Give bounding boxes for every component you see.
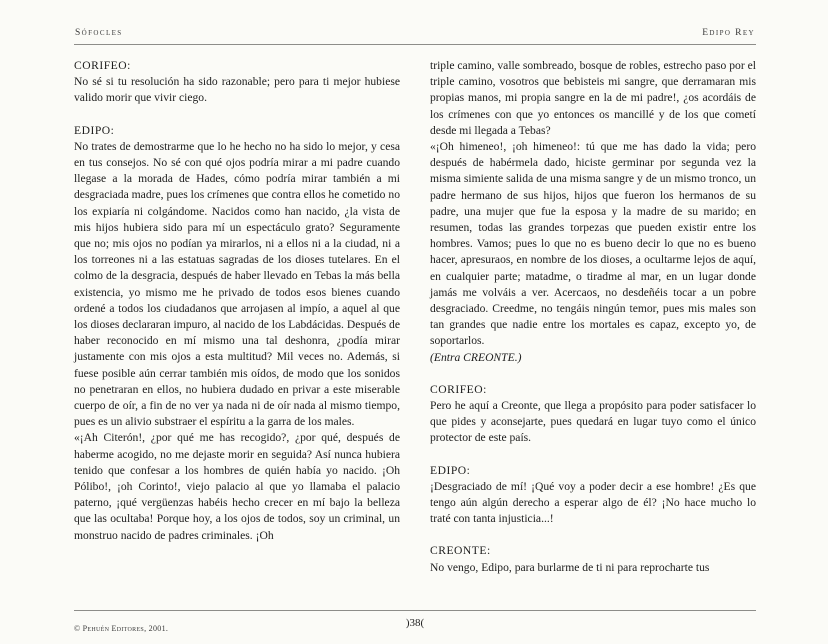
left-column xyxy=(74,58,400,576)
dialogue-paragraph: «¡Ah Citerón!, ¿por qué me has recogido?, ¿por qué, después de haberme acogido, no me dejaste morir en seguida? Así nunca hubiera tenido que confesar a los hombres de quién había yo nacido. ¡Oh Pólibo!, ¡oh Corinto!, viejo palacio al que yo llamaba el palacio paterno, ¡qué vergüenzas habéis hecho crecer en mí bajo la belleza que las ocultaba! Porque hoy, a los ojos de todos, soy un criminal, un monstruo nacido de padres criminales. ¡Oh xyxy=(74,431,400,542)
dialogue-paragraph: No sé si tu resolución ha sido razonable; pero para ti mejor hubiese valido morir que vivir ciego. xyxy=(74,75,400,105)
dialogue-paragraph: No trates de demostrarme que lo he hecho no ha sido lo mejor, y cesa en tus consejos. No sé con qué ojos podría mirar a mi padre cuando llegase a la morada de Hades, cómo podría mirar también a mi desgraciada madre, pues los crímenes que contra ellos he cometido no los expiaría ni colgándome. Nacidos como han nacido, ¿la vista de mis hijos hubiera sido para mí un espectáculo grato? Seguramente que no; mis ojos no podían ya mirarlos, ni a ellos ni a la ciudad, ni a los torreones ni a las estatuas sagradas de los dioses tutelares. En el colmo de la desgracia, después de haber llevado en Tebas la más bella existencia, yo mismo me he privado de todos esos bienes cuando ordené a todos los ciudadanos que arrojasen al impío, a aquel al que los dioses declararan impuro, al nacido de los Labdácidas. Después de haber reconocido en mí mismo una tal deshonra, ¿podía mirar justamente con mis ojos a esta multitud? Mil veces no. Además, si fuese posible aún cerrar también mis oídos, de modo que los sonidos no penetraran en ellos, no hubiera dudado en privar a este miserable cuerpo de oír, a fin de no ver ya nada ni de oír nada al mismo tiempo, pues es un alivio substraer el espíritu a la garra de los males. xyxy=(74,139,400,429)
dialogue-paragraph: Pero he aquí a Creonte, que llega a propósito para poder satisfacer lo que pides y aconsejarte, pues quedará en lugar tuyo como el único protector de este país. xyxy=(430,399,756,445)
stage-direction: (Entra CREONTE.) xyxy=(430,350,522,364)
page-footer xyxy=(74,610,756,632)
speaker-label: EDIPO: xyxy=(74,123,115,137)
speaker-label: EDIPO: xyxy=(430,463,471,477)
header-title: Edipo Rey xyxy=(702,28,755,38)
dialogue-paragraph: triple camino, valle sombreado, bosque de robles, estrecho paso por el triple camino, vosotros que bebisteis mi sangre, que derramaran mis propias manos, mi propia sangre en la de mi padre!, ¿os acordáis de los crímenes con que yo entonces os mancillé y de los que cometí desde mi llegada a Tebas? xyxy=(430,59,756,137)
page-header xyxy=(74,28,756,44)
speaker-label: CREONTE: xyxy=(430,544,491,558)
copyright-notice: © Pehuén Editores, 2001. xyxy=(74,624,169,633)
dialogue-paragraph: ¡Desgraciado de mí! ¡Qué voy a poder decir a ese hombre! ¿Es que tengo aún algún derecho a esperar algo de él? ¡No hace mucho lo traté con tanta injusticia...! xyxy=(430,479,756,526)
footer-row xyxy=(74,618,756,632)
dialogue-paragraph: «¡Oh himeneo!, ¡oh himeneo!: tú que me has dado la vida; pero después de habérmela dado, hiciste germinar por segunda vez la misma simiente salida de una misma sangre y de un mismo tronco, un padre hermano de sus hijos, hijos que fueron los hermanos de su padre, una mujer que fue la esposa y la madre de su marido; en resumen, todas las grandes torpezas que pueden existir entre los hombres. Vamos; pues lo que no es bueno decir lo que no es bueno hacer, apresuraos, en nombre de los dioses, a ocultarme lejos de aquí, en cualquier parte; matadme, o tiradme al mar, en un lugar donde jamás me volváis a ver. Acercaos, no desdeñéis tocar a un pobre desgraciado. Creedme, no tengáis ningún temor, pues mis males son tan grandes que nadie entre los mortales es capaz, excepto yo, de soportarlos. xyxy=(430,140,756,348)
dialogue-paragraph: No vengo, Edipo, para burlarme de ti ni para reprocharte tus xyxy=(430,560,710,574)
speaker-label: CORIFEO: xyxy=(430,382,487,396)
speaker-label: CORIFEO: xyxy=(74,59,131,72)
header-rule xyxy=(74,44,756,45)
header-author: Sófocles xyxy=(75,28,123,38)
page-number: )38( xyxy=(405,617,425,629)
text-columns xyxy=(74,58,756,576)
right-column xyxy=(430,58,756,576)
footer-rule xyxy=(74,610,756,611)
